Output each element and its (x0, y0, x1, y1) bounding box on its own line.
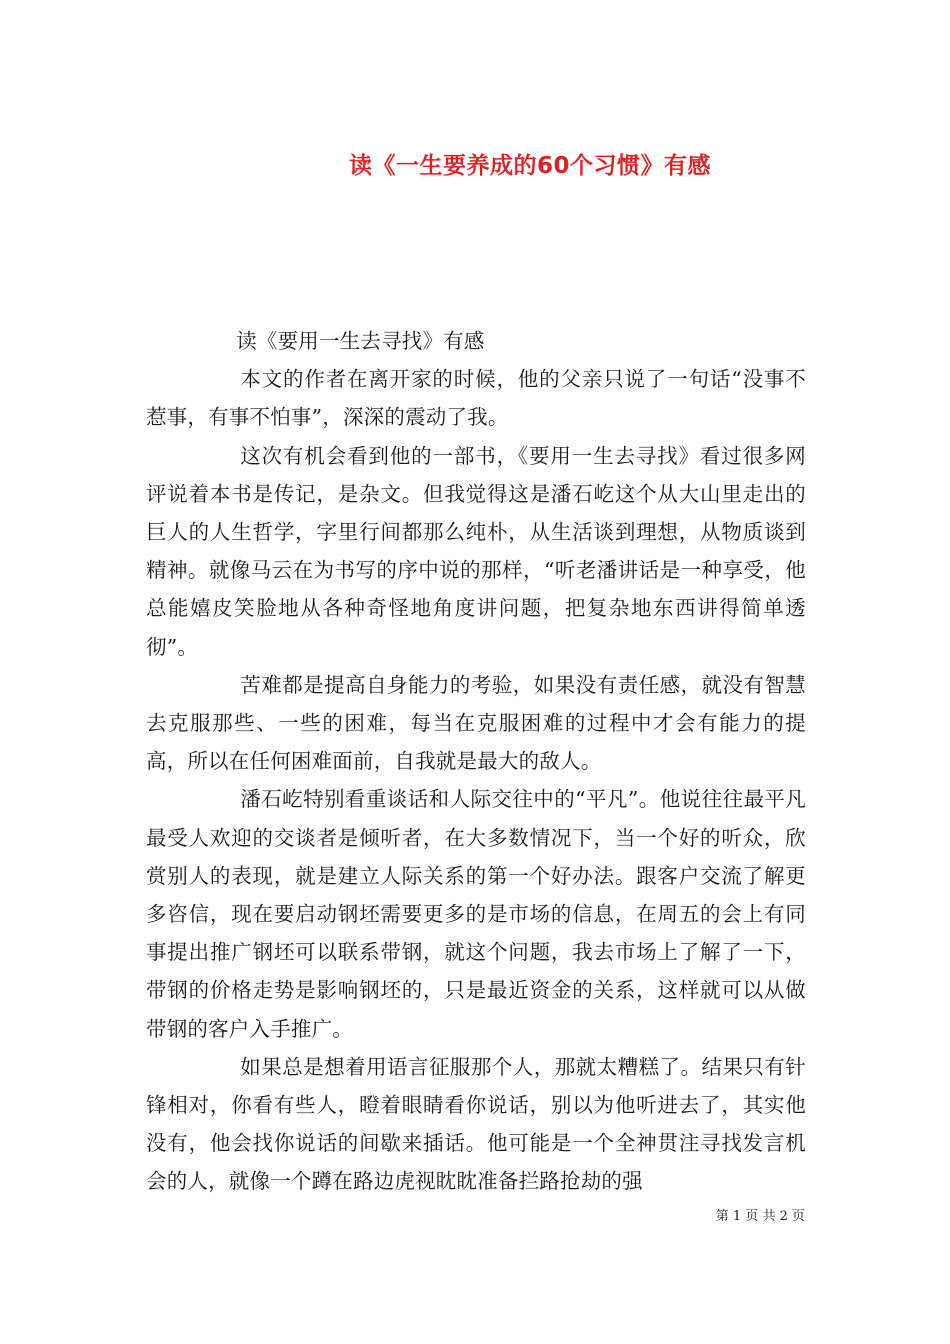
paragraph: 本文的作者在离开家的时候，他的父亲只说了一句话“没事不惹事，有事不怕事”，深深的震动了我。 (146, 367, 806, 430)
page-title: 读《一生要养成的60个习惯》有感 (348, 153, 711, 180)
paragraph: 这次有机会看到他的一部书，《要用一生去寻找》看过很多网评说着本书是传记，是杂文。但我觉得这是潘石屹这个从大山里走出的巨人的人生哲学，字里行间都那么纯朴，从生活谈到理想，从物质谈到精神。就像马云在为书写的序中说的那样，“听老潘讲话是一种享受，他总能嬉皮笑脸地从各种奇怪地角度讲问题，把复杂地东西讲得简单透彻”。 (146, 443, 806, 659)
paragraph: 潘石屹特别看重谈话和人际交往中的“平凡”。他说往往最平凡最受人欢迎的交谈者是倾听者，在大多数情况下，当一个好的听众，欣赏别人的表现，就是建立人际关系的第一个好办法。跟客户交流了解更多咨信，现在要启动钢坯需要更多的是市场的信息，在周五的会上有同事提出推广钢坯可以联系带钢，就这个问题，我去市场上了解了一下，带钢的价格走势是影响钢坯的，只是最近资金的关系，这样就可以从做带钢的客户入手推广。 (146, 787, 806, 1041)
page-number: 第 1 页 共 2 页 (715, 1209, 805, 1224)
document-subtitle: 读《要用一生去寻找》有感 (236, 329, 485, 353)
document-body (146, 322, 806, 1201)
paragraph: 如果总是想着用语言征服那个人，那就太糟糕了。结果只有针锋相对，你看有些人，瞪着眼睛看你说话，别以为他听进去了，其实他没有，他会找你说话的间歇来插话。他可能是一个全神贯注寻找发言机会的人，就像一个蹲在路边虎视眈眈准备拦路抢劫的强 (146, 1054, 806, 1194)
paragraph: 苦难都是提高自身能力的考验，如果没有责任感，就没有智慧去克服那些、一些的困难，每当在克服困难的过程中才会有能力的提高，所以在任何困难面前，自我就是最大的敌人。 (146, 672, 806, 774)
